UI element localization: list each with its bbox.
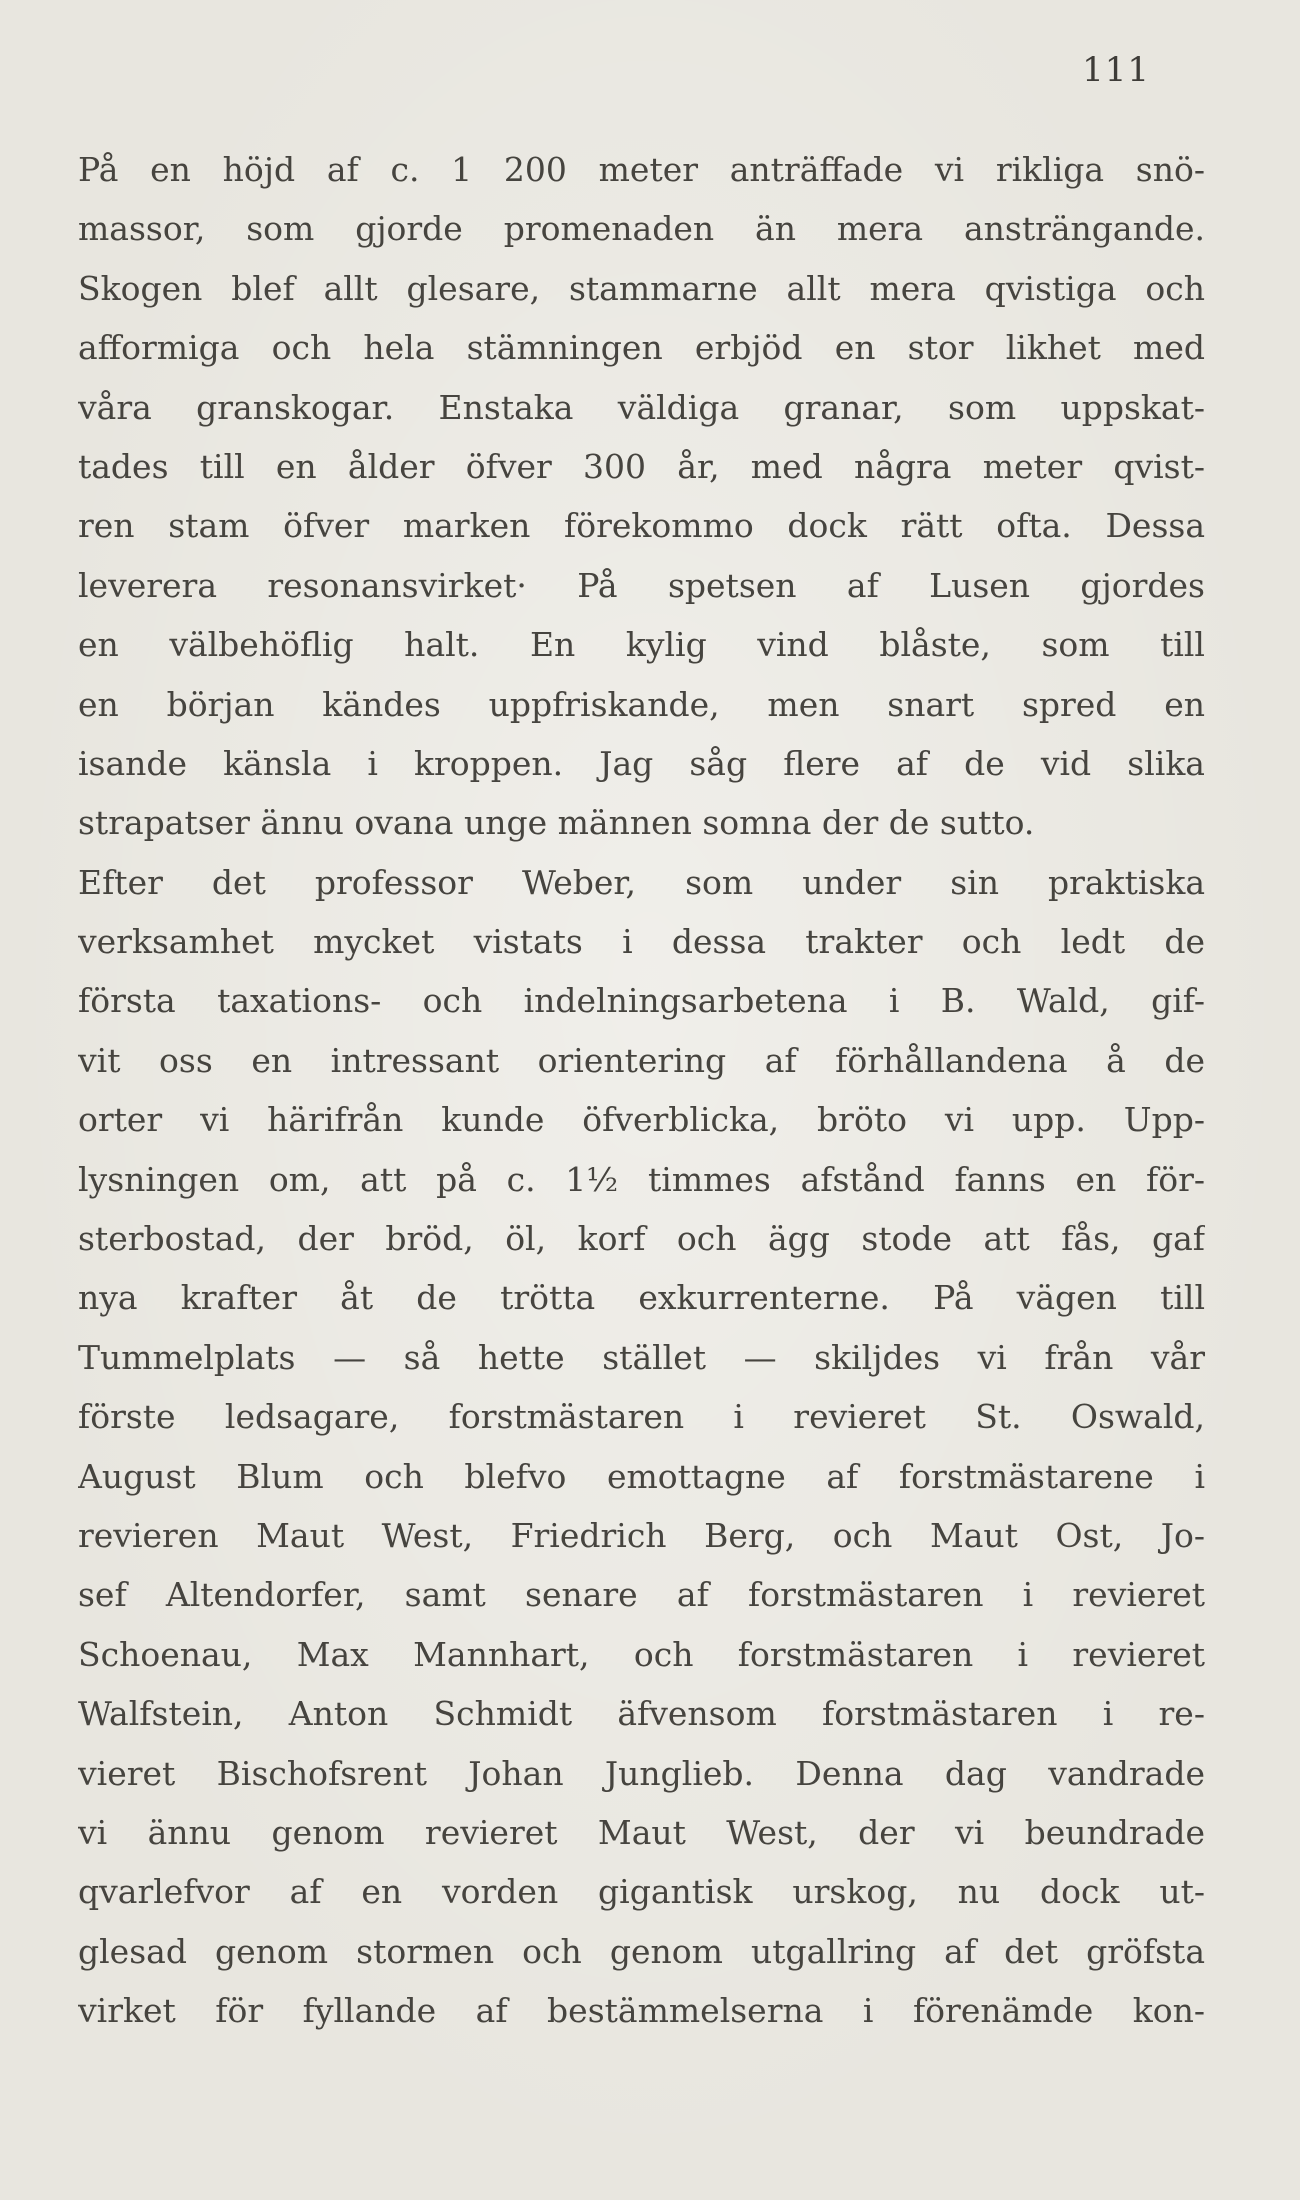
body-text <box>78 140 1205 2041</box>
text-line: vit oss en intressant orientering af förhållandena å de <box>78 1040 1205 1080</box>
text-line: Efter det professor Weber, som under sin praktiska <box>78 862 1205 902</box>
page-number: 111 <box>1082 50 1150 90</box>
text-line: en välbehöflig halt. En kylig vind blåste, som till <box>78 625 1205 665</box>
text-line: massor, som gjorde promenaden än mera ansträngande. <box>78 209 1205 249</box>
text-line: afformiga och hela stämningen erbjöd en stor likhet med <box>78 328 1205 368</box>
text-line: virket för fyllande af bestämmelserna i förenämde kon- <box>78 1991 1205 2031</box>
text-line: första taxations- och indelningsarbetena i B. Wald, gif- <box>78 981 1205 1021</box>
text-line: Walfstein, Anton Schmidt äfvensom forstmästaren i re- <box>78 1694 1205 1734</box>
text-line: På en höjd af c. 1 200 meter anträffade vi rikliga snö- <box>78 150 1205 189</box>
text-line: förste ledsagare, forstmästaren i revieret St. Oswald, <box>78 1397 1205 1437</box>
text-line: sterbostad, der bröd, öl, korf och ägg stode att fås, gaf <box>78 1219 1205 1259</box>
text-line: qvarlefvor af en vorden gigantisk urskog, nu dock ut- <box>78 1872 1205 1912</box>
text-line: glesad genom stormen och genom utgallring af det gröfsta <box>78 1931 1205 1971</box>
text-line: nya krafter åt de trötta exkurrenterne. På vägen till <box>78 1278 1205 1318</box>
text-line: Tummelplats — så hette stället — skiljdes vi från vår <box>78 1337 1205 1377</box>
text-line: en början kändes uppfriskande, men snart spred en <box>78 684 1205 724</box>
text-line: Skogen blef allt glesare, stammarne allt mera qvistiga och <box>78 268 1205 308</box>
text-line: orter vi härifrån kunde öfverblicka, bröto vi upp. Upp- <box>78 1100 1205 1140</box>
text-line: våra granskogar. Enstaka väldiga granar, som uppskat- <box>78 387 1205 427</box>
text-line: verksamhet mycket vistats i dessa trakter och ledt de <box>78 922 1205 962</box>
text-line: ren stam öfver marken förekommo dock rätt ofta. Dessa <box>78 506 1205 546</box>
text-line: sef Altendorfer, samt senare af forstmästaren i revieret <box>78 1575 1205 1615</box>
text-line: August Blum och blefvo emottagne af forstmästarene i <box>78 1456 1205 1496</box>
text-line: vi ännu genom revieret Maut West, der vi beundrade <box>78 1812 1205 1852</box>
text-line: strapatser ännu ovana unge männen somna der de sutto. <box>78 803 1035 843</box>
text-line: tades till en ålder öfver 300 år, med några meter qvist- <box>78 446 1205 486</box>
text-line: revieren Maut West, Friedrich Berg, och Maut Ost, Jo- <box>78 1515 1205 1555</box>
text-line: vieret Bischofsrent Johan Junglieb. Denna dag vandrade <box>78 1753 1205 1793</box>
text-line: isande känsla i kroppen. Jag såg flere af de vid slika <box>78 743 1205 783</box>
text-line: Schoenau, Max Mannhart, och forstmästaren i revieret <box>78 1634 1205 1674</box>
text-line: leverera resonansvirket· På spetsen af Lusen gjordes <box>78 565 1205 605</box>
text-line: lysningen om, att på c. 1½ timmes afstånd fanns en för- <box>78 1159 1205 1199</box>
